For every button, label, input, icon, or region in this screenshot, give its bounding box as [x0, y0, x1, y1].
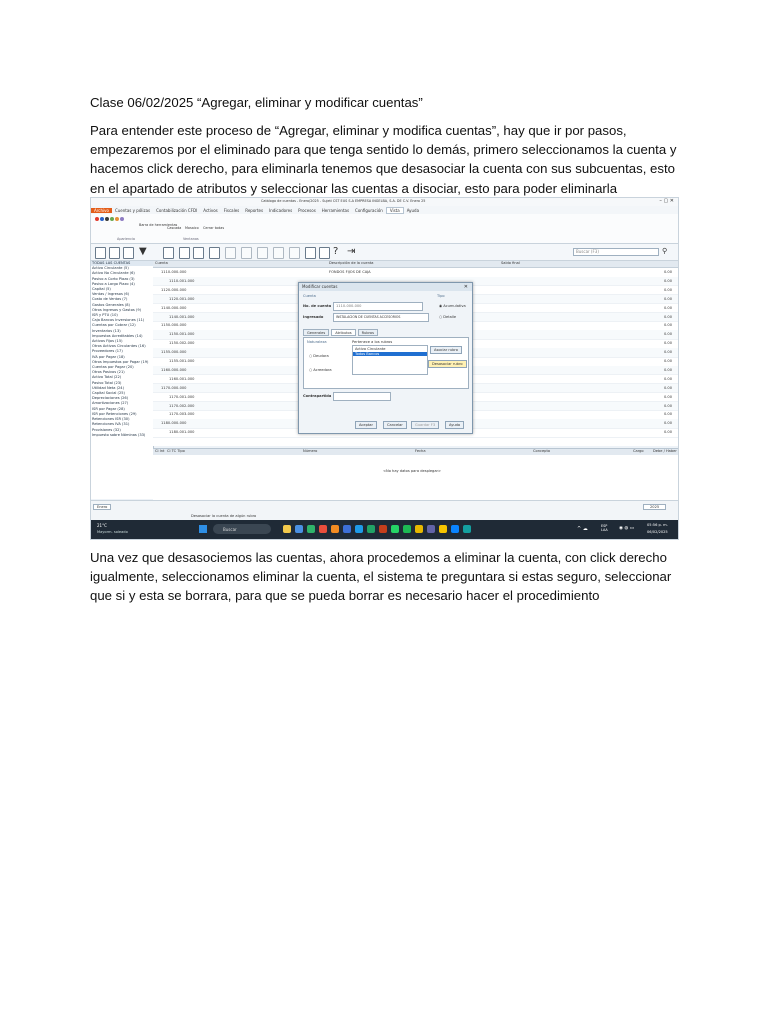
account-code: 1180-001-000 [169, 430, 195, 435]
account-balance: 0.00 [663, 332, 672, 337]
radio-deudora-label: Deudora [313, 354, 329, 358]
movements-grid [153, 448, 678, 501]
search-icon[interactable]: ⚲ [662, 247, 668, 255]
contrapartida-label: Contrapartida [303, 394, 332, 398]
label-numero: No. de cuenta [303, 304, 332, 308]
account-balance: 0.00 [663, 287, 672, 292]
sidebar-item[interactable]: Impuesto sobre Nóminas (33) [92, 432, 146, 437]
rubros-label: Pertenece a los rubros [352, 340, 393, 344]
window-title: Catálogo de cuentas - Enero/2025 - Sujeti CST EUS S.A EMPRESA INGELBA, S.A. DE C.V. Enero 25 [261, 199, 426, 203]
sidebar-item[interactable]: Provisiones (32) [92, 427, 121, 432]
rubro-item-selected[interactable]: Todos Bancos [353, 352, 427, 356]
account-balance: 0.00 [663, 394, 672, 399]
radio-acumulativa-label: Acumulativa [443, 304, 466, 308]
filter-icon[interactable]: ▼ [139, 246, 147, 257]
menu-item[interactable]: Fiscales [223, 207, 240, 213]
sidebar-item[interactable]: Inventarios (13) [92, 328, 121, 333]
account-balance: 0.00 [663, 367, 672, 372]
ribbon-group-ventanas: Ventanas [183, 237, 199, 241]
sidebar-item[interactable]: Pasivo a Largo Plazo (4) [92, 281, 135, 286]
tab-atributos[interactable]: Atributos [331, 329, 355, 336]
account-balance: 0.00 [663, 403, 672, 408]
label-ingresado: Ingresado [303, 315, 324, 319]
account-code: 1160-001-000 [169, 376, 195, 381]
app-icon[interactable] [307, 525, 315, 533]
account-balance: 0.00 [663, 350, 672, 355]
taskbar-search-box[interactable] [213, 524, 271, 534]
account-balance: 0.00 [663, 314, 672, 319]
report-icon[interactable] [209, 247, 220, 259]
menu-item[interactable]: Activos [203, 207, 218, 213]
language-indicator[interactable]: ESP LAA [601, 524, 608, 532]
account-code: 1150-001-000 [169, 332, 195, 337]
print-icon[interactable] [163, 247, 174, 259]
account-balance: 0.00 [663, 341, 672, 346]
movements-col[interactable]: Concepto [533, 449, 551, 453]
account-balance: 0.00 [663, 296, 672, 301]
rubro-item[interactable]: Activo Circulante [355, 347, 386, 351]
app-icon[interactable] [451, 525, 459, 533]
sidebar-item[interactable]: Amortizaciones (27) [92, 401, 129, 406]
menu-item[interactable]: Ayuda [406, 207, 420, 213]
new-icon[interactable] [95, 247, 106, 259]
account-code: 1140-001-000 [169, 314, 195, 319]
disabled-icon [225, 247, 236, 259]
app-icon[interactable] [343, 525, 351, 533]
sidebar-item[interactable]: Proveedores (17) [92, 349, 123, 354]
explorer-icon[interactable] [283, 525, 291, 533]
sidebar-item[interactable]: IVA por Pagar (18) [92, 354, 125, 359]
sidebar-item[interactable]: Caja Bancos Inversiones (11) [92, 318, 145, 323]
account-code: 1110-001-000 [169, 278, 195, 283]
sidebar-item[interactable]: Ventas / Ingresos (6) [92, 292, 130, 297]
weather-desc: Mayorm. soleado [97, 530, 128, 534]
app-icon[interactable] [367, 525, 375, 533]
account-balance: 0.00 [663, 430, 672, 435]
clock-time: 05:56 p. m. [647, 523, 668, 527]
export-icon[interactable] [193, 247, 204, 259]
year-select[interactable]: 2025 [643, 504, 666, 510]
sidebar-item[interactable]: Otros Activos Circulantes (16) [92, 344, 146, 349]
sidebar-item[interactable]: Capital Social (25) [92, 391, 125, 396]
guardar-button[interactable]: Guardar F3 [411, 421, 439, 429]
sidebar-item[interactable]: Activo Circulante (5) [92, 266, 129, 271]
sidebar-item[interactable]: Retenciones ISR (30) [92, 417, 130, 422]
copy-icon[interactable] [109, 247, 120, 259]
radio-detalle[interactable]: ○ Detalle [439, 315, 457, 319]
account-code: 1120-000-000 [161, 287, 187, 292]
weather-temp: 21°C [97, 523, 107, 528]
sidebar-item[interactable]: Utilidad Neta (24) [92, 385, 124, 390]
page-icon[interactable] [123, 247, 134, 259]
movements-col[interactable]: Cargo [633, 449, 644, 453]
exit-icon[interactable]: ⇥ [347, 246, 356, 257]
account-balance: 0.00 [663, 278, 672, 283]
tab-rubros[interactable]: Rubros [358, 329, 378, 336]
whatsapp-icon[interactable] [391, 525, 399, 533]
app-icon[interactable] [331, 525, 339, 533]
save-icon[interactable] [305, 247, 316, 259]
rubros-list[interactable] [352, 345, 428, 375]
paragraph-delete: Una vez que desasociemos las cuentas, ahora procedemos a eliminar la cuenta, con click derecho igualmente, seleccionamos eliminar la cuenta, el sistema te preguntara si estas seguro, seleccionar que si y esta se borrara, para que se pueda borrar es necesario hacer el procedimiento [90, 550, 672, 604]
sidebar-item[interactable]: Otros Pasivos (21) [92, 370, 125, 375]
desasociar-rubro-button[interactable]: Desasociar rubro [428, 360, 467, 368]
menu-item[interactable]: Reportes [245, 207, 264, 213]
search-input[interactable]: Buscar (F3) [573, 248, 659, 256]
dialog-title: Modificar cuentas [299, 283, 472, 291]
numero-field[interactable] [333, 302, 423, 311]
sidebar-item[interactable]: Pasivo Total (23) [92, 380, 122, 385]
col-cuenta[interactable]: Cuenta [155, 261, 168, 265]
group-cuenta: Cuenta [303, 294, 316, 298]
sidebar-item[interactable]: TODAS LAS CUENTAS [91, 261, 153, 266]
naturaleza-label: Naturaleza [307, 340, 327, 344]
account-code: 1155-001-000 [169, 359, 195, 363]
disabled-icon [289, 247, 300, 259]
movements-col[interactable]: Cl TC Tipo [167, 449, 185, 453]
app-icon[interactable] [379, 525, 387, 533]
ribbon-button-mosaico[interactable]: Mosaico [185, 226, 199, 230]
account-code: 1110-000-000 [161, 270, 187, 274]
sidebar-item[interactable]: Otros Ingresos y Gastos (9) [92, 307, 142, 312]
account-balance: 0.00 [663, 385, 672, 390]
account-description: FONDOS FIJOS DE CAJA [329, 270, 371, 274]
app-icon[interactable] [415, 525, 423, 533]
account-balance: 0.00 [663, 359, 672, 363]
movements-col[interactable]: Número [303, 449, 318, 453]
account-code: 1150-000-000 [161, 323, 187, 328]
radio-acreedora-label: Acreedora [313, 368, 332, 372]
account-balance: 0.00 [663, 376, 672, 381]
account-code: 1150-002-000 [169, 341, 195, 346]
ribbon [91, 214, 678, 244]
ribbon-button-toolbar[interactable]: Barra de herramientas [139, 223, 178, 227]
sidebar-item[interactable]: ISR por Pagar (28) [92, 406, 125, 411]
account-code: 1170-002-000 [169, 403, 195, 408]
col-descripcion[interactable]: Descripción de la cuenta [329, 261, 374, 265]
contrapartida-field[interactable] [333, 392, 391, 401]
calc-icon[interactable] [319, 247, 330, 259]
col-saldo[interactable]: Saldo final [501, 261, 520, 265]
account-balance: 0.00 [663, 305, 672, 310]
disabled-icon [241, 247, 252, 259]
sidebar-item[interactable]: Cuentas por Pagar (20) [92, 365, 134, 370]
spotify-icon[interactable] [403, 525, 411, 533]
menu-item[interactable]: Cuentas y pólizas [114, 207, 151, 213]
radio-detalle-label: Detalle [443, 315, 457, 319]
asociar-rubro-button[interactable]: Asociar rubro [430, 346, 462, 354]
radio-acreedora[interactable]: ○ Acreedora [309, 368, 332, 372]
ingresado-value: INSTALACION DE CUENTAS ACCESORIOS [336, 315, 401, 319]
app-icon[interactable] [463, 525, 471, 533]
atributos-panel [303, 337, 469, 389]
tab-generales[interactable]: Generales [303, 329, 329, 336]
sidebar-item[interactable]: Activos Fijos (15) [92, 339, 123, 344]
movements-col[interactable]: Debe / Haber [653, 449, 677, 453]
ribbon-button-cascada[interactable]: Cascada [167, 226, 182, 230]
account-code: 1170-001-000 [169, 394, 195, 399]
modify-account-dialog [298, 282, 473, 434]
disabled-icon [257, 247, 268, 259]
sidebar-item[interactable]: Costo de Ventas (7) [92, 297, 128, 302]
sidebar-item[interactable]: Retenciones IVA (31) [92, 422, 130, 427]
taskbar-search-label: Buscar [223, 527, 237, 532]
embedded-screenshot [90, 197, 679, 540]
menu-item[interactable]: Archivo [91, 208, 112, 213]
sidebar-item[interactable]: ISR por Retenciones (29) [92, 411, 137, 416]
sidebar-item[interactable]: ISR y PTU (10) [92, 313, 118, 318]
windows-start-icon[interactable] [199, 525, 207, 533]
window-controls-icon[interactable]: – ▢ ✕ [659, 198, 674, 204]
status-bar [91, 500, 678, 521]
account-code: 1140-000-000 [161, 305, 187, 310]
account-code: 1120-001-000 [169, 296, 195, 301]
preview-icon[interactable] [179, 247, 190, 259]
sidebar-item[interactable]: Gastos Generales (8) [92, 302, 130, 307]
app-icon[interactable] [355, 525, 363, 533]
movements-header [153, 449, 678, 455]
menu-item[interactable]: Procesos [298, 207, 316, 213]
status-hint: Desasociar la cuenta de algún rubro [191, 514, 257, 518]
app-icon[interactable] [295, 525, 303, 533]
sidebar-item[interactable]: Capital (5) [92, 287, 111, 292]
radio-acumulativa[interactable]: ◉ Acumulativa [439, 304, 466, 308]
ribbon-button-cerrar[interactable]: Cerrar todas [203, 226, 225, 230]
movements-col[interactable]: Fecha [415, 449, 426, 453]
account-code: 1180-000-000 [161, 421, 187, 426]
account-code: 1170-000-000 [161, 385, 187, 390]
menu-item[interactable]: Vista [386, 207, 404, 214]
sidebar-item[interactable]: Impuestos Acreditables (14) [92, 333, 143, 338]
window-titlebar [91, 198, 678, 206]
network-volume-icons[interactable]: ◉ ◍ ▭ [619, 526, 634, 531]
aceptar-button[interactable]: Aceptar [355, 421, 377, 429]
appearance-swatches[interactable] [95, 217, 139, 235]
account-code: 1155-000-000 [161, 350, 187, 355]
menu-item[interactable]: Herramientas [321, 207, 350, 213]
ingresado-field[interactable] [333, 313, 429, 322]
dialog-tabs [303, 329, 393, 336]
account-balance: 0.00 [663, 421, 672, 426]
sidebar-item[interactable]: Depreciaciones (26) [92, 396, 129, 401]
radio-deudora[interactable]: ○ Deudora [309, 354, 329, 358]
movements-col[interactable]: Cl Int [155, 449, 165, 453]
menu-item[interactable]: Indicadores [269, 207, 293, 213]
numero-value: 1110-000-000 [336, 304, 362, 308]
sidebar-item[interactable]: Pasivo a Corto Plazo (3) [92, 276, 135, 281]
account-groups-sidebar [91, 261, 154, 499]
empty-message: <No hay datos para desplegar> [383, 469, 442, 473]
clock-date: 06/02/2025 [647, 530, 668, 534]
sidebar-item[interactable]: Activo No Circulante (6) [92, 271, 135, 276]
account-code: 1160-000-000 [161, 367, 187, 372]
windows-taskbar [91, 520, 678, 539]
account-balance: 0.00 [663, 323, 672, 328]
close-icon[interactable]: ✕ [463, 284, 468, 290]
period-select[interactable]: Enero [93, 504, 111, 510]
group-tipo: Tipo [437, 294, 445, 298]
ribbon-group-apariencia: Apariencia [117, 237, 136, 241]
sidebar-item[interactable]: Activo Total (22) [92, 375, 122, 380]
menu-item[interactable]: Configuración [355, 207, 383, 213]
app-icon[interactable] [319, 525, 327, 533]
account-balance: 0.00 [663, 270, 672, 274]
help-icon[interactable]: ? [333, 246, 339, 257]
account-balance: 0.00 [663, 412, 672, 417]
disabled-icon [273, 247, 284, 259]
ayuda-button[interactable]: Ayuda [445, 421, 464, 429]
tray-icons[interactable]: ^ ☁ [577, 526, 588, 532]
teams-icon[interactable] [427, 525, 435, 533]
menu-bar [91, 206, 678, 214]
grid-header [153, 261, 678, 268]
sidebar-item[interactable]: Cuentas por Cobrar (12) [92, 323, 136, 328]
cancelar-button[interactable]: Cancelar [383, 421, 407, 429]
document-title: Clase 06/02/2025 “Agregar, eliminar y modificar cuentas” [90, 95, 423, 110]
menu-item[interactable]: Contabilización CFDI [156, 207, 198, 213]
account-code: 1170-003-000 [169, 412, 195, 417]
app-icon[interactable] [439, 525, 447, 533]
paragraph-intro: Para entender este proceso de “Agregar, eliminar y modifica cuentas”, hay que ir por pasos, empezaremos por el eliminado para que tenga sentido lo demás, primero seleccionamos la cuenta y hacemos click derecho, para eliminarla tenemos que desasociar la cuenta con sus subcuentas, esto en el apartado de atributos y seleccionar las cuentas a disociar, esto para poder eliminarla [90, 123, 677, 196]
sidebar-item[interactable]: Otros Impuestos por Pagar (19) [92, 359, 149, 364]
